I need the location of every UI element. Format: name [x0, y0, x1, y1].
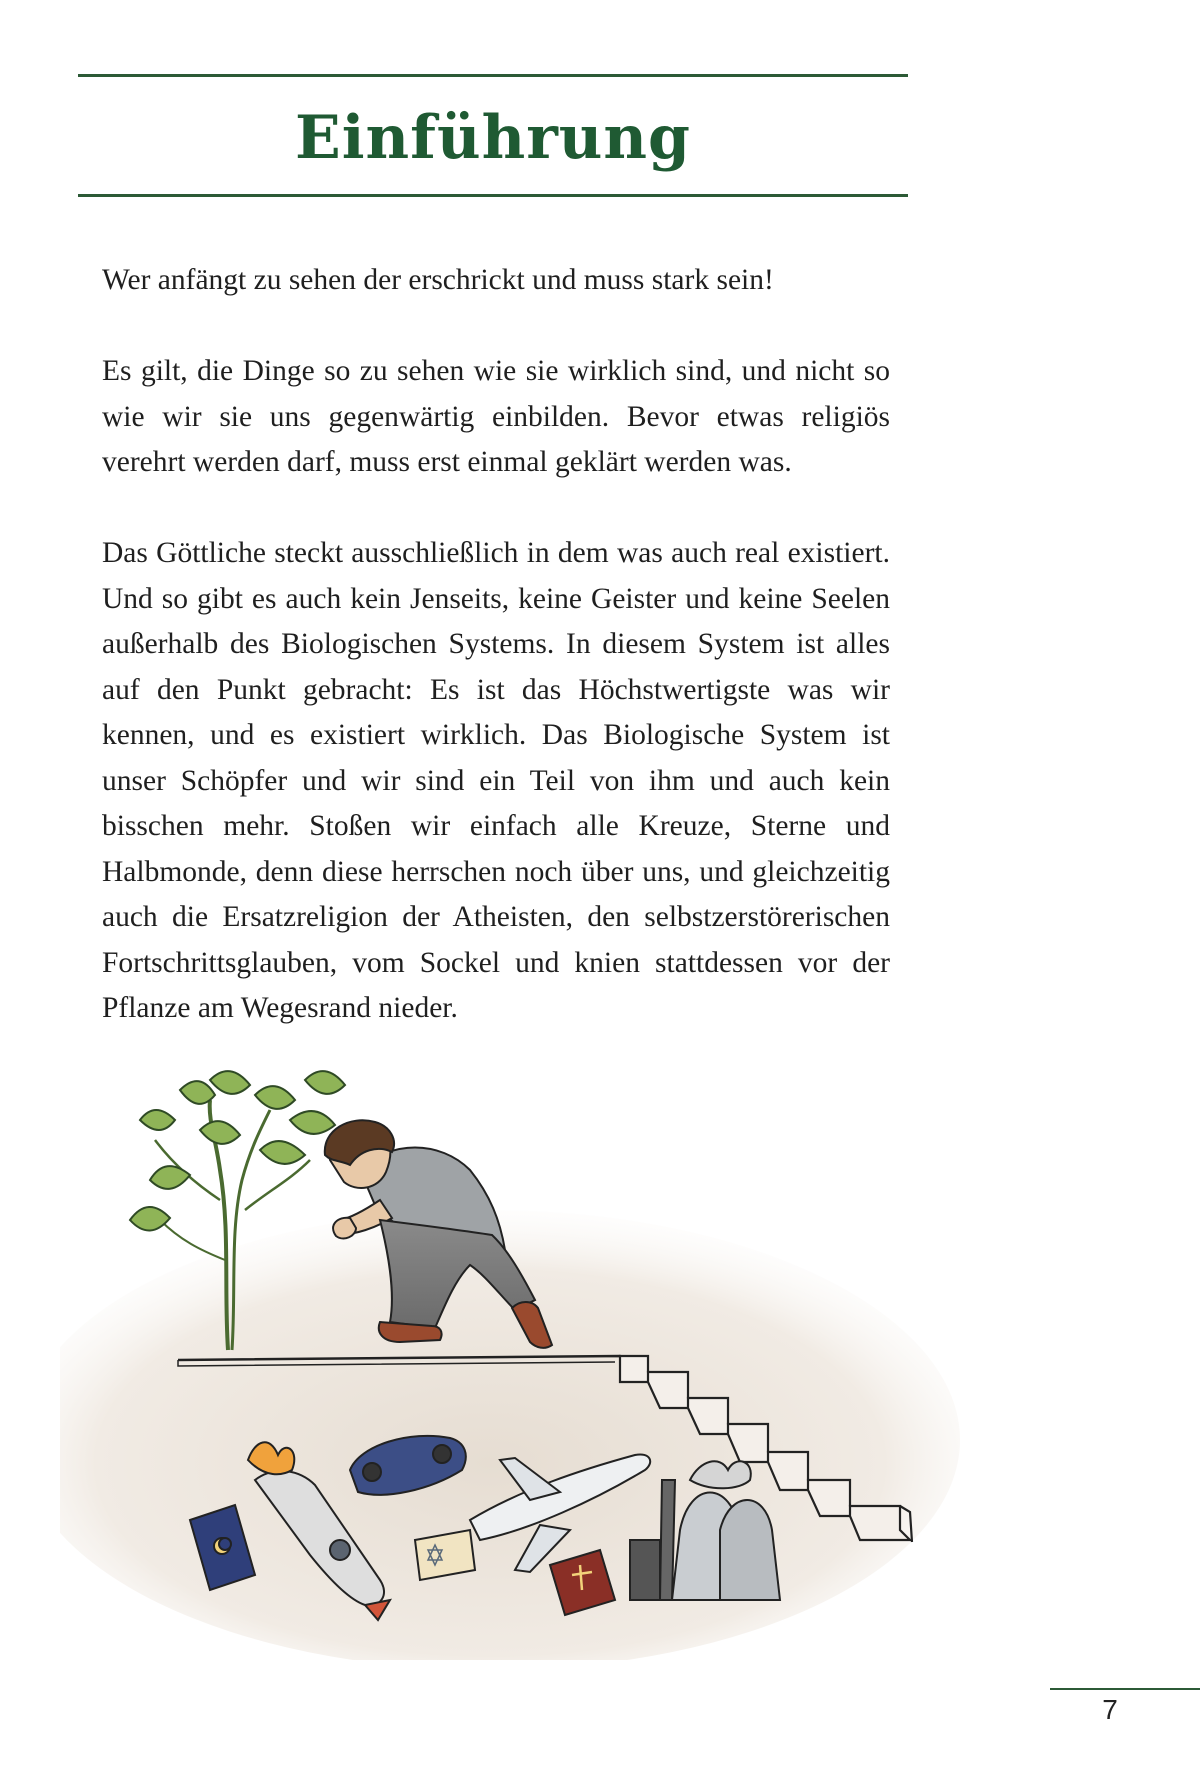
paragraph-2: Es gilt, die Dinge so zu sehen wie sie wirklich sind, und nicht so wie wir sie uns gegenwärtig einbilden. Bevor etwas religiös verehrt werden darf, muss erst einmal geklärt werden was.	[102, 355, 890, 478]
page-number: 7	[1102, 1694, 1118, 1725]
footer-rule	[1050, 1688, 1200, 1690]
title-rule-top	[78, 74, 908, 77]
paragraph-3: Das Göttliche steckt ausschließlich in dem was auch real existiert. Und so gibt es auch kein Jenseits, keine Geister und keine Seelen außerhalb des Biologischen Systems. In diesem System ist alles auf den Punkt gebracht: Es ist das Höchstwertigste was wir kennen, und es existiert wirklich. Das Biologische System ist unser Schöpfer und wir sind ein Teil von ihm und auch kein bisschen mehr. Stoßen wir einfach alle Kreuze, Sterne und Halbmonde, denn diese herrschen noch über uns, und gleichzeitig auch die Ersatzreligion der Atheisten, den selbstzerstörerischen Fortschrittsglauben, vom Sockel und knien stattdessen vor der Pflanze am Wegesrand nieder.	[102, 537, 890, 1024]
illustration-kneeling-before-plant	[60, 1060, 990, 1660]
title-rule-bottom	[78, 194, 908, 197]
body-text	[102, 258, 890, 1077]
fallen-scroll-star	[415, 1530, 475, 1580]
paragraph-1: Wer anfängt zu sehen der erschrickt und muss stark sein!	[102, 264, 774, 296]
chapter-title: Einführung	[294, 103, 691, 173]
